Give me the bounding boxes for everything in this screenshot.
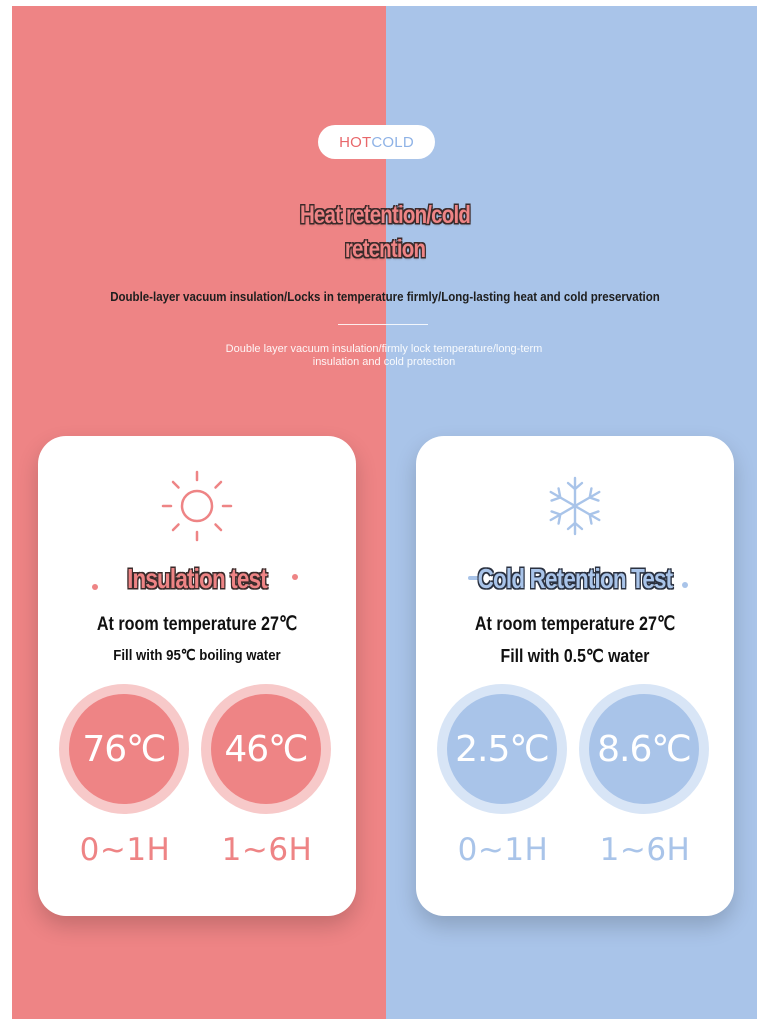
cold-retention-test-card — [416, 436, 734, 916]
cold-fill-condition: Fill with 0.5℃ water — [500, 646, 650, 666]
page-note: Double layer vacuum insulation/firmly lock temperature/long-term insulation and cold protection — [225, 343, 543, 368]
temperature-reading: 46℃ — [211, 694, 321, 804]
insulation-room-temperature: At room temperature 27℃ — [96, 614, 298, 635]
page-headline: Heat retention/cold retention — [299, 201, 471, 263]
cold-label: COLD — [371, 133, 414, 151]
insulation-test-card — [38, 436, 356, 916]
time-period-label: 0~1H — [457, 832, 549, 868]
insulation-fill-condition: Fill with 95℃ boiling water — [113, 647, 281, 664]
time-period-label: 0~1H — [79, 832, 171, 868]
temperature-reading: 8.6℃ — [589, 694, 699, 804]
insulation-test-title: Insulation test — [127, 563, 267, 594]
hot-cold-badge — [318, 125, 435, 159]
page-subheadline: Double-layer vacuum insulation/Locks in temperature firmly/Long-lasting heat and cold preservation — [110, 290, 660, 304]
cold-retention-test-title: Cold Retention Test — [477, 563, 673, 594]
time-period-label: 1~6H — [599, 832, 691, 868]
divider-line — [338, 324, 428, 325]
temperature-reading: 2.5℃ — [447, 694, 557, 804]
time-period-label: 1~6H — [221, 832, 313, 868]
cold-room-temperature: At room temperature 27℃ — [474, 614, 676, 635]
hot-label: HOT — [339, 133, 372, 151]
snowflake-icon — [535, 466, 615, 546]
temperature-reading: 76℃ — [69, 694, 179, 804]
sun-icon — [157, 466, 237, 546]
